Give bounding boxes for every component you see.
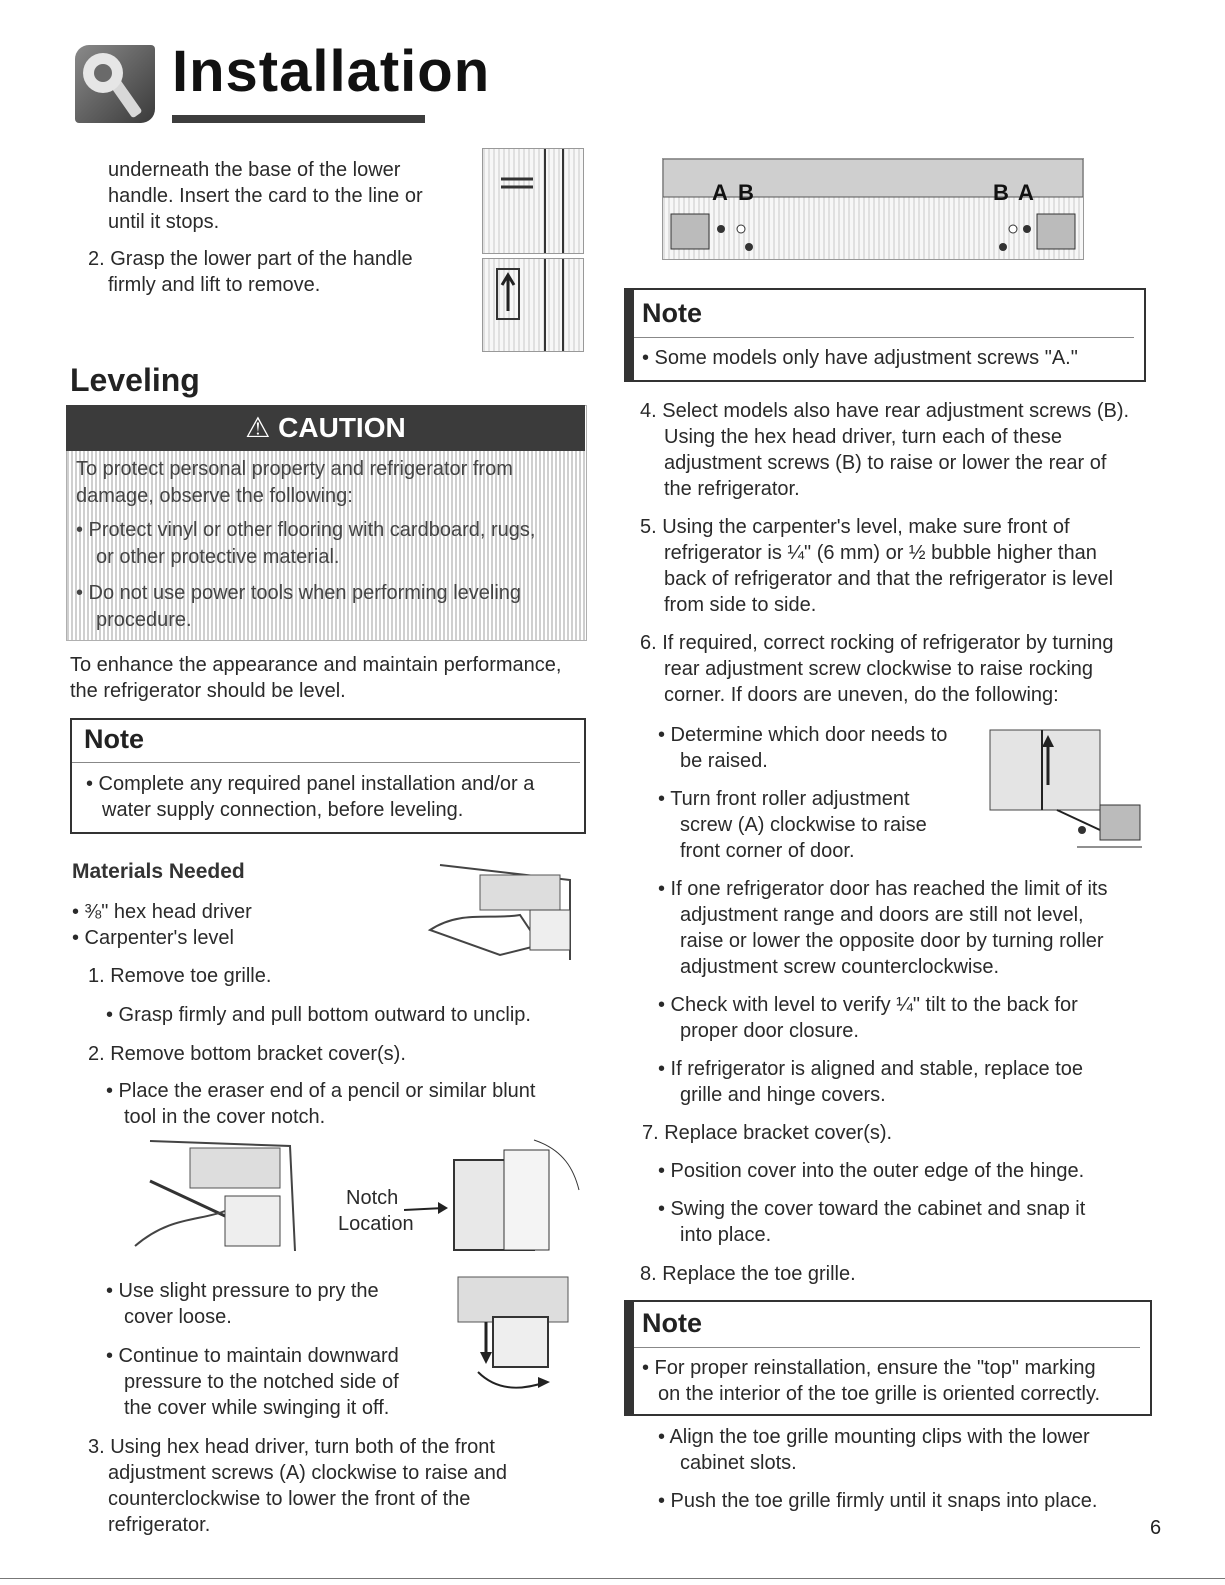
step-3-line-3: counterclockwise to lower the front of the [108,1488,471,1510]
title-underline [172,115,425,123]
step-4-line-1: 4. Select models also have rear adjustment screws (B). [640,400,1130,422]
step-8: 8. Replace the toe grille. [640,1263,856,1285]
pencil-notch-illustration [130,1136,300,1256]
step-7: 7. Replace bracket cover(s). [642,1122,893,1144]
handle-lift-illustration [482,258,584,352]
step-4-line-4: the refrigerator. [664,478,800,500]
intro-line-2: handle. Insert the card to the line or [108,185,423,207]
notch-label-line-2: Location [338,1213,414,1235]
note-3-divider [634,1347,1140,1348]
caution-bullet-1-line-2: or other protective material. [96,546,340,568]
toe-grille-illustration [420,860,585,965]
step-1: 1. Remove toe grille. [88,965,272,987]
step-3-line-2: adjustment screws (A) clockwise to raise and [108,1462,508,1484]
intro-line-1: underneath the base of the lower [108,159,401,181]
caution-line-2: damage, observe the following: [76,485,353,507]
note-2-divider [634,337,1134,338]
materials-heading: Materials Needed [72,860,245,883]
step-7-bullet-1: • Position cover into the outer edge of the hinge. [658,1160,1085,1182]
step-7-bullet-2-line-2: into place. [680,1224,772,1246]
door-bullet-3-line-2: adjustment range and doors are still not level, [680,904,1084,926]
note-3-title: Note [642,1308,702,1338]
step-3-line-4: refrigerator. [108,1514,211,1536]
note-2-title: Note [642,298,702,328]
material-2: • Carpenter's level [72,927,235,949]
step-1-bullet: • Grasp firmly and pull bottom outward to unclip. [106,1004,531,1026]
leveling-heading: Leveling [70,362,200,398]
wrench-icon [75,45,155,123]
notch-label-line-1: Notch [346,1187,399,1209]
step-6-line-1: 6. If required, correct rocking of refrigerator by turning [640,632,1114,654]
step-2b-bullet-line-2: tool in the cover notch. [124,1106,326,1128]
door-bullet-1-line-2: be raised. [680,750,768,772]
intro-line-3: until it stops. [108,211,220,233]
door-roller-illustration [982,725,1150,853]
enhance-line-2: the refrigerator should be level. [70,680,346,702]
handle-card-illustration [482,148,584,254]
caution-bullet-2-line-2: procedure. [96,609,192,631]
step-2b: 2. Remove bottom bracket cover(s). [88,1043,406,1065]
final-bullet-1-line-1: • Align the toe grille mounting clips with the lower [658,1426,1090,1448]
door-bullet-1-line-1: • Determine which door needs to [658,724,948,746]
note-3-line-2: on the interior of the toe grille is oriented correctly. [658,1383,1101,1405]
door-bullet-3-line-4: adjustment screw counterclockwise. [680,956,1000,978]
enhance-line-1: To enhance the appearance and maintain performance, [70,654,562,676]
page-title: Installation [172,39,491,104]
step-2-line-1: 2. Grasp the lower part of the handle [88,248,413,270]
door-bullet-3-line-1: • If one refrigerator door has reached the limit of its [658,878,1108,900]
pry-line-1: • Use slight pressure to pry the [106,1280,379,1302]
step-2b-bullet-line-1: • Place the eraser end of a pencil or similar blunt [106,1080,536,1102]
continue-line-2: pressure to the notched side of [124,1371,399,1393]
label-b-right: B [993,180,1009,205]
label-a-left: A [712,180,728,205]
continue-line-1: • Continue to maintain downward [106,1345,399,1367]
screws-ab-illustration [662,158,1084,260]
step-5-line-1: 5. Using the carpenter's level, make sure front of [640,516,1070,538]
caution-title: ⚠ CAUTION [66,405,585,451]
note-2-line-1: • Some models only have adjustment screws "A." [642,347,1078,369]
note-1-title: Note [84,724,144,754]
material-1: • ⅜" hex head driver [72,901,252,923]
final-bullet-2: • Push the toe grille firmly until it snaps into place. [658,1490,1098,1512]
step-6-line-2: rear adjustment screw clockwise to raise rocking [664,658,1094,680]
label-a-right: A [1018,180,1034,205]
caution-bullet-2-line-1: • Do not use power tools when performing leveling [76,582,522,604]
page-number: 6 [1150,1517,1162,1539]
door-bullet-2-line-3: front corner of door. [680,840,855,862]
step-5-line-4: from side to side. [664,594,817,616]
note-1-divider [72,762,580,763]
door-bullet-2-line-1: • Turn front roller adjustment [658,788,910,810]
door-bullet-5-line-1: • If refrigerator is aligned and stable, replace toe [658,1058,1084,1080]
step-4-line-3: adjustment screws (B) to raise or lower the rear of [664,452,1107,474]
note-3-line-1: • For proper reinstallation, ensure the "top" marking [642,1357,1096,1379]
step-5-line-3: back of refrigerator and that the refrigerator is level [664,568,1114,590]
caution-bullet-1-line-1: • Protect vinyl or other flooring with cardboard, rugs, [76,519,536,541]
pry-line-2: cover loose. [124,1306,232,1328]
step-3-line-1: 3. Using hex head driver, turn both of the front [88,1436,495,1458]
step-4-line-2: Using the hex head driver, turn each of these [664,426,1063,448]
continue-line-3: the cover while swinging it off. [124,1397,390,1419]
final-bullet-1-line-2: cabinet slots. [680,1452,797,1474]
footer-rule [0,1578,1225,1579]
door-bullet-3-line-3: raise or lower the opposite door by turning roller [680,930,1104,952]
cover-swing-illustration [438,1272,583,1397]
note-1-line-1: • Complete any required panel installation and/or a [86,773,535,795]
step-5-line-2: refrigerator is ¼" (6 mm) or ½ bubble higher than [664,542,1097,564]
note-1-line-2: water supply connection, before leveling. [102,799,464,821]
door-bullet-5-line-2: grille and hinge covers. [680,1084,886,1106]
step-2-line-2: firmly and lift to remove. [108,274,321,296]
bracket-cover-notch-illustration [404,1130,584,1260]
label-b-left: B [738,180,754,205]
door-bullet-4-line-2: proper door closure. [680,1020,859,1042]
door-bullet-4-line-1: • Check with level to verify ¼" tilt to the back for [658,994,1078,1016]
door-bullet-2-line-2: screw (A) clockwise to raise [680,814,927,836]
step-7-bullet-2-line-1: • Swing the cover toward the cabinet and snap it [658,1198,1086,1220]
step-6-line-3: corner. If doors are uneven, do the following: [664,684,1059,706]
caution-line-1: To protect personal property and refrigerator from [76,458,513,480]
